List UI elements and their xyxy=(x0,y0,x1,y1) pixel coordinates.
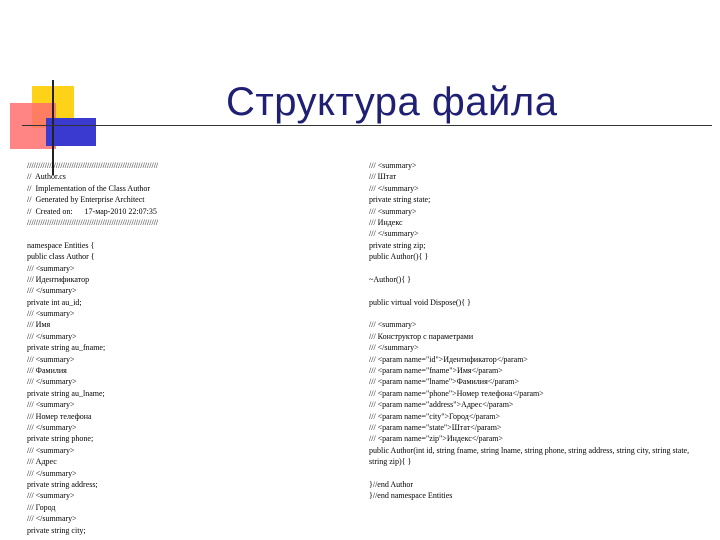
code-line: /// Идентификатор xyxy=(27,274,90,284)
code-line: /// </summary> xyxy=(369,343,419,353)
code-line: // Implementation of the Class Author xyxy=(27,183,151,193)
code-line: /// </summary> xyxy=(369,183,419,193)
code-line: }//end Author xyxy=(369,479,414,489)
code-line: /// <summary> xyxy=(369,320,417,330)
code-line xyxy=(369,263,709,274)
code-line: private string phone; xyxy=(27,434,94,444)
code-line: /// </summary> xyxy=(27,422,77,432)
code-line: /// </summary> xyxy=(27,514,77,524)
code-line: // Created on: 17-мар-2010 22:07:35 xyxy=(27,206,157,216)
code-line: /// </summary> xyxy=(27,468,77,478)
code-line xyxy=(369,468,709,479)
code-line: /// </summary> xyxy=(369,229,419,239)
code-line: /// Имя xyxy=(27,320,51,330)
code-line: // Generated by Enterprise Architect xyxy=(27,195,145,205)
code-line: private string state; xyxy=(369,195,431,205)
code-line: /// <param name="city">Город</param> xyxy=(369,411,501,421)
code-line: /// <param name="address">Адрес</param> xyxy=(369,400,514,410)
code-line: private int au_id; xyxy=(27,297,82,307)
code-line: /// <summary> xyxy=(369,206,417,216)
code-line: /// <summary> xyxy=(27,400,75,410)
code-line: ~Author(){ } xyxy=(369,274,411,284)
code-column-right xyxy=(369,160,709,502)
code-line: /// <summary> xyxy=(27,354,75,364)
code-line: /// Конструктор с параметрами xyxy=(369,331,474,341)
code-line: /// <param name="zip">Индекс</param> xyxy=(369,434,503,444)
code-line: public Author(){ } xyxy=(369,252,429,262)
code-line: private string au_fname; xyxy=(27,343,106,353)
code-line: private string address; xyxy=(27,479,98,489)
code-line: /// <param name="phone">Номер телефона</param> xyxy=(369,388,544,398)
code-line xyxy=(27,228,357,239)
title-underline xyxy=(22,125,712,126)
code-line: /// </summary> xyxy=(27,377,77,387)
code-line: /// <param name="lname">Фамилия</param> xyxy=(369,377,519,387)
code-line xyxy=(369,308,709,319)
code-line: string zip){ } xyxy=(369,457,412,467)
code-line: /// Штат xyxy=(369,172,397,182)
code-line: public class Author { xyxy=(27,252,95,262)
code-line: namespace Entities { xyxy=(27,240,95,250)
code-line: private string zip; xyxy=(369,240,426,250)
code-line: /// </summary> xyxy=(27,331,77,341)
code-line: /// Город xyxy=(27,502,56,512)
code-line: // Author.cs xyxy=(27,172,66,182)
code-line: /// Адрес xyxy=(27,457,57,467)
code-line: /////////////////////////////////////////////////////////// xyxy=(27,161,159,170)
code-line: }//end namespace Entities xyxy=(369,491,453,501)
code-line: /// <summary> xyxy=(27,263,75,273)
code-line: /// Индекс xyxy=(369,217,403,227)
code-line: /// <summary> xyxy=(27,309,75,319)
code-line xyxy=(369,285,709,296)
code-line: private string au_lname; xyxy=(27,388,105,398)
code-line: public Author(int id, string fname, string lname, string phone, string address, string city, string state, xyxy=(369,445,690,455)
code-line: /// <param name="fname">Имя</param> xyxy=(369,366,503,376)
code-line: /// Номер телефона xyxy=(27,411,92,421)
code-line: /////////////////////////////////////////////////////////// xyxy=(27,217,159,227)
code-line: /// </summary> xyxy=(27,286,77,296)
code-line: /// <param name="state">Штат</param> xyxy=(369,422,502,432)
code-column-left xyxy=(27,160,357,536)
code-line: public virtual void Dispose(){ } xyxy=(369,297,471,307)
code-line: /// <param name="id">Идентификатор</param> xyxy=(369,354,528,364)
code-line: /// <summary> xyxy=(27,491,75,501)
slide-title: Структура файла xyxy=(226,80,558,124)
code-line: private string city; xyxy=(27,525,86,535)
code-line: /// <summary> xyxy=(369,161,417,170)
code-line: /// Фамилия xyxy=(27,366,67,376)
code-line: /// <summary> xyxy=(27,445,75,455)
